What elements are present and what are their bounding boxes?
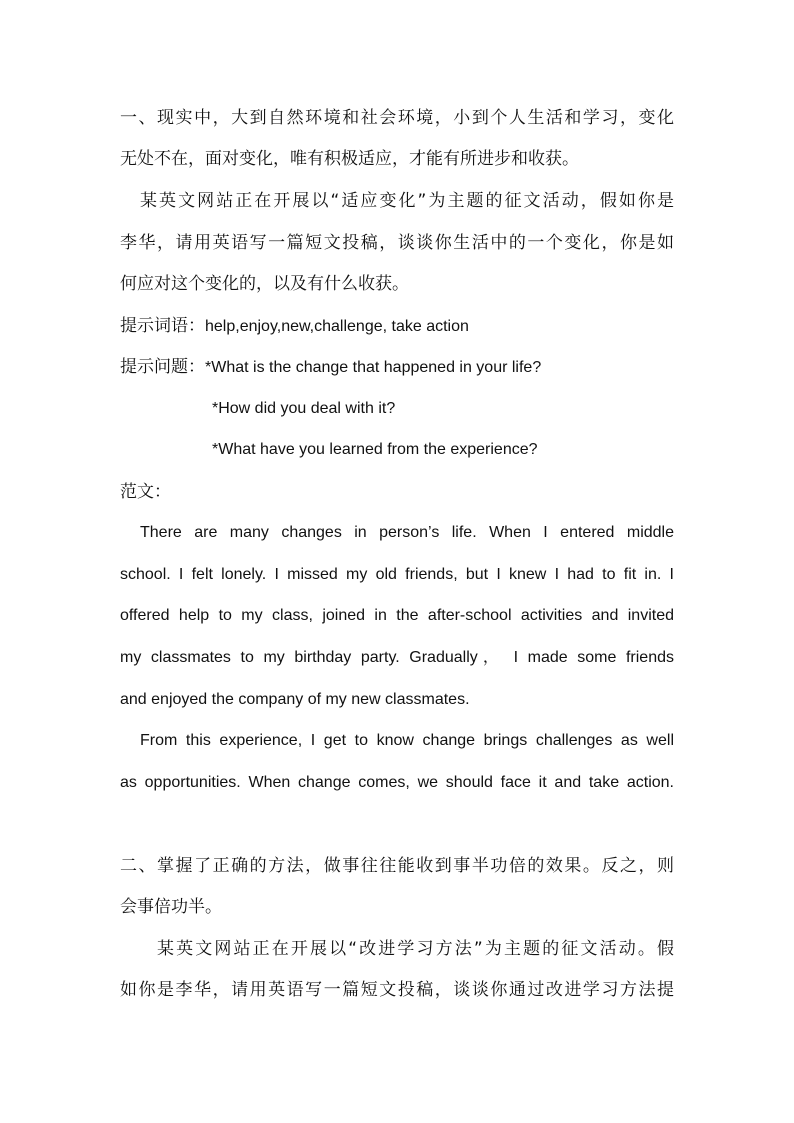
hint-words-row — [120, 314, 674, 339]
section2-intro-line1: 二、掌握了正确的方法，做事往往能收到事半功倍的效果。反之，则 — [120, 856, 674, 876]
section1-task-line2: 李华，请用英语写一篇短文投稿，谈谈你生活中的一个变化，你是如 — [120, 233, 674, 253]
section1-task-line3: 何应对这个变化的，以及有什么收获。 — [120, 274, 409, 294]
hint-questions-label: 提示问题： — [120, 357, 205, 377]
hint-words: help,enjoy,new,challenge, take action — [205, 318, 469, 335]
hint-question-3: *What have you learned from the experience? — [212, 441, 538, 458]
section1-task-line1: 某英文网站正在开展以“适应变化”为主题的征文活动，假如你是 — [140, 191, 674, 211]
sample-line-3: offered help to my class, joined in the after-school activities and invited — [120, 607, 674, 624]
hint-question-1: *What is the change that happened in your life? — [205, 359, 542, 376]
sample-line-2: school. I felt lonely. I missed my old friends, but I knew I had to fit in. I — [120, 566, 674, 583]
section1-intro-line1: 一、现实中，大到自然环境和社会环境，小到个人生活和学习，变化 — [120, 108, 674, 128]
hint-questions-row — [120, 355, 674, 380]
sample-line-5: and enjoyed the company of my new classmates. — [120, 691, 470, 708]
section2-task-line1: 某英文网站正在开展以“改进学习方法”为主题的征文活动。假 — [157, 939, 674, 959]
sample-line-4: my classmates to my birthday party. Gradually， I made some friends — [120, 649, 674, 666]
sample-label: 范文： — [120, 482, 171, 502]
section2-intro-line2: 会事倍功半。 — [120, 897, 222, 917]
section1-intro-line2: 无处不在，面对变化，唯有积极适应，才能有所进步和收获。 — [120, 149, 579, 169]
sample-line-6: From this experience, I get to know change brings challenges as well — [140, 732, 674, 749]
section2-task-line2: 如你是李华，请用英语写一篇短文投稿，谈谈你通过改进学习方法提 — [120, 980, 674, 1000]
hint-words-label: 提示词语： — [120, 316, 205, 336]
sample-line-1: There are many changes in person’s life. When I entered middle — [140, 524, 674, 541]
hint-question-2: *How did you deal with it? — [212, 400, 396, 417]
sample-line-7: as opportunities. When change comes, we should face it and take action. — [120, 774, 674, 791]
